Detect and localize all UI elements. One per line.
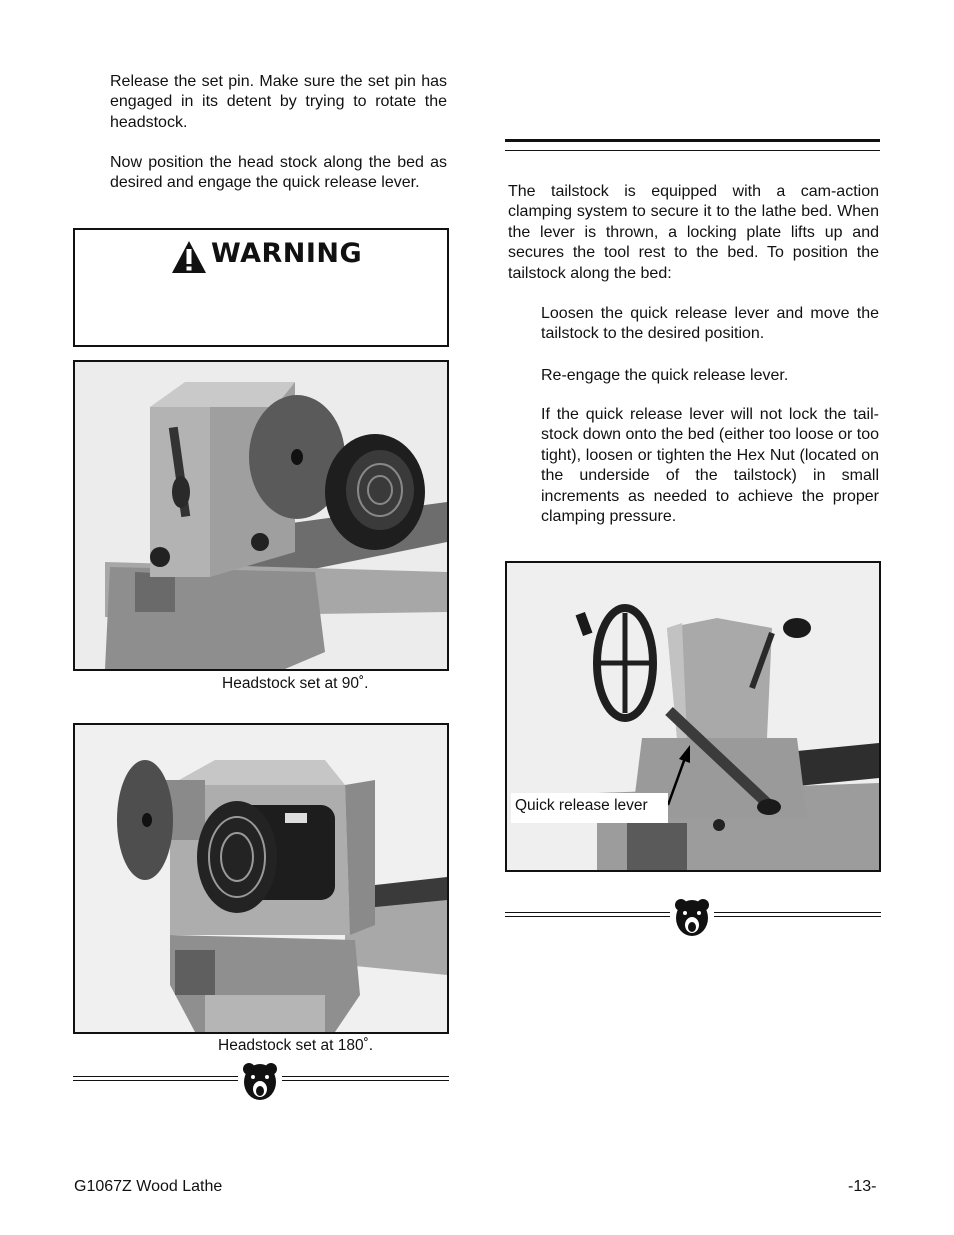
divider-rule-left-a — [73, 1076, 238, 1081]
warning-title: WARNING — [211, 238, 363, 269]
section-rule-top — [505, 139, 880, 142]
caption-180: Headstock set at 180˚. — [218, 1037, 374, 1054]
section-rule-bottom — [505, 150, 880, 151]
tailstock-step-3: If the quick release lever will not lock the tail-stock down onto the bed (either too loose or too tight), loosen or tighten the Hex Nut (located on the underside of the tailstock) in small increments as needed to achieve the proper clamping pressure. — [541, 406, 879, 526]
tailstock-step-1: Loosen the quick release lever and move the tailstock to the desired position. — [541, 305, 879, 343]
bear-logo-icon — [242, 1062, 278, 1102]
divider-rule-right-a — [505, 912, 670, 917]
divider-rule-left-b — [282, 1076, 449, 1081]
step-release-pin: Release the set pin. Make sure the set pin has engaged in its detent by trying to rotate the headstock. — [110, 73, 447, 131]
callout-label: Quick release lever — [515, 797, 648, 814]
footer-page-number: -13- — [848, 1178, 877, 1195]
tailstock-step-2: Re-engage the quick release lever. — [541, 367, 789, 384]
tailstock-intro: The tailstock is equipped with a cam-action clamping system to secure it to the lathe bed. When the lever is thrown, a locking plate lifts up and secures the tool rest to the bed. To position the tailstock along the bed: — [508, 183, 879, 282]
photo-headstock-180 — [73, 723, 449, 1034]
photo-headstock-90 — [73, 360, 449, 671]
step-position: Now position the head stock along the bed as desired and engage the quick release lever. — [110, 154, 447, 192]
divider-rule-right-b — [714, 912, 881, 917]
warning-triangle-icon — [171, 240, 207, 274]
footer-model: G1067Z Wood Lathe — [74, 1178, 223, 1195]
warning-box — [73, 228, 449, 347]
bear-logo-icon — [674, 898, 710, 938]
photo-tailstock — [505, 561, 881, 872]
caption-90: Headstock set at 90˚. — [222, 675, 369, 692]
